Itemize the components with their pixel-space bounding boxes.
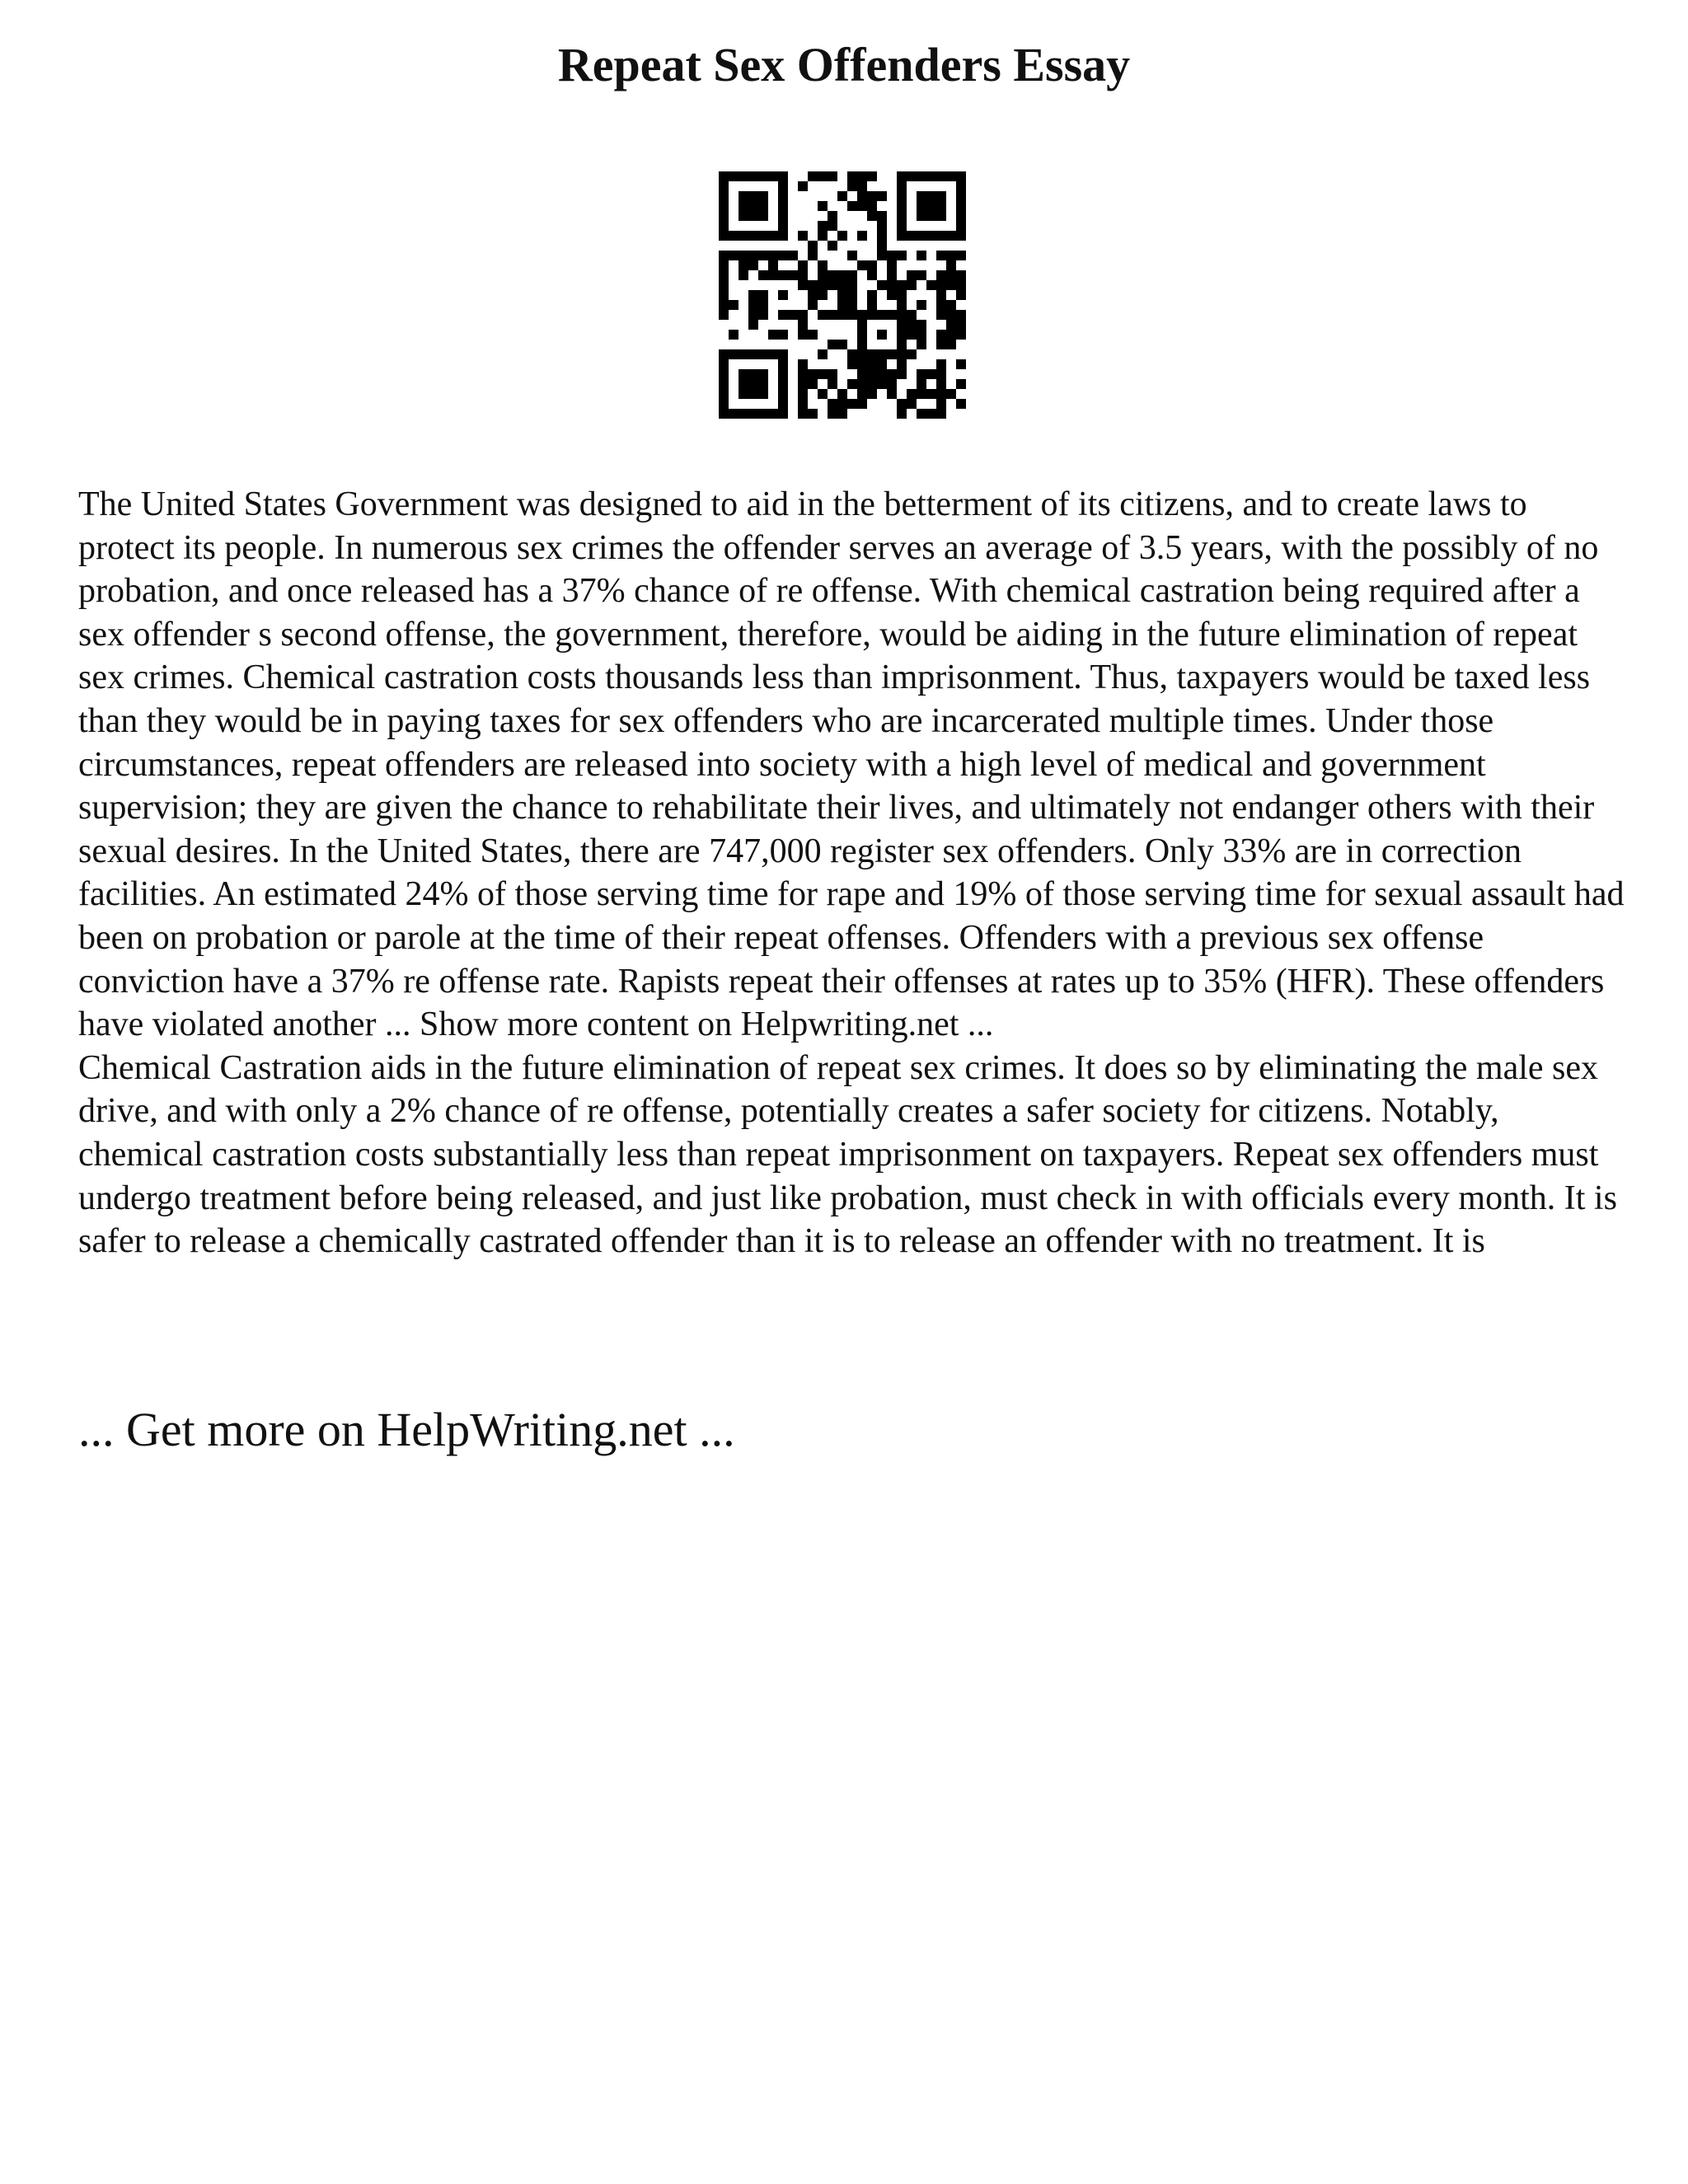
qr-code-icon[interactable] (719, 171, 966, 419)
essay-paragraph: The United States Government was designed to aid in the betterment of its citizens, and to create laws to protect its people. In numerous sex crimes the offender serves an average of 3.5 years, with the possibly of no probation, and once released has a 37% chance of re offense. With chemical castration being required after a sex offender s second offense, the government, therefore, would be aiding in the future elimination of repeat sex crimes. Chemical castration costs thousands less than imprisonment. Thus, taxpayers would be taxed less than they would be in paying taxes for sex offenders who are incarcerated multiple times. Under those circumstances, repeat offenders are released into society with a high level of medical and government supervision; they are given the chance to rehabilitate their lives, and ultimately not endanger others with their sexual desires. In the United States, there are 747,000 register sex offenders. Only 33% are in correction facilities. An estimated 24% of those serving time for rape and 19% of those serving time for sexual assault had been on probation or parole at the time of their repeat offenses. Offenders with a previous sex offense conviction have a 37% re offense rate. Rapists repeat their offenses at rates up to 35% (HFR). These offenders have violated another ... Show more content on Helpwriting.net ... (78, 485, 1625, 1044)
essay-paragraph: Chemical Castration aids in the future elimination of repeat sex crimes. It does so by eliminating the male sex drive, and with only a 2% chance of re offense, potentially creates a safer society for citizens. Notably, chemical castration costs substantially less than repeat imprisonment on taxpayers. Repeat sex offenders must undergo treatment before being released, and just like probation, must check in with officials every month. It is safer to release a chemically castrated offender than it is to release an offender with no treatment. It is (78, 1048, 1617, 1261)
essay-body (78, 483, 1628, 1263)
get-more-link-container (78, 1401, 1628, 1459)
get-more-link[interactable]: ... Get more on HelpWriting.net ... (78, 1403, 735, 1456)
document-title: Repeat Sex Offenders Essay (557, 38, 1131, 91)
